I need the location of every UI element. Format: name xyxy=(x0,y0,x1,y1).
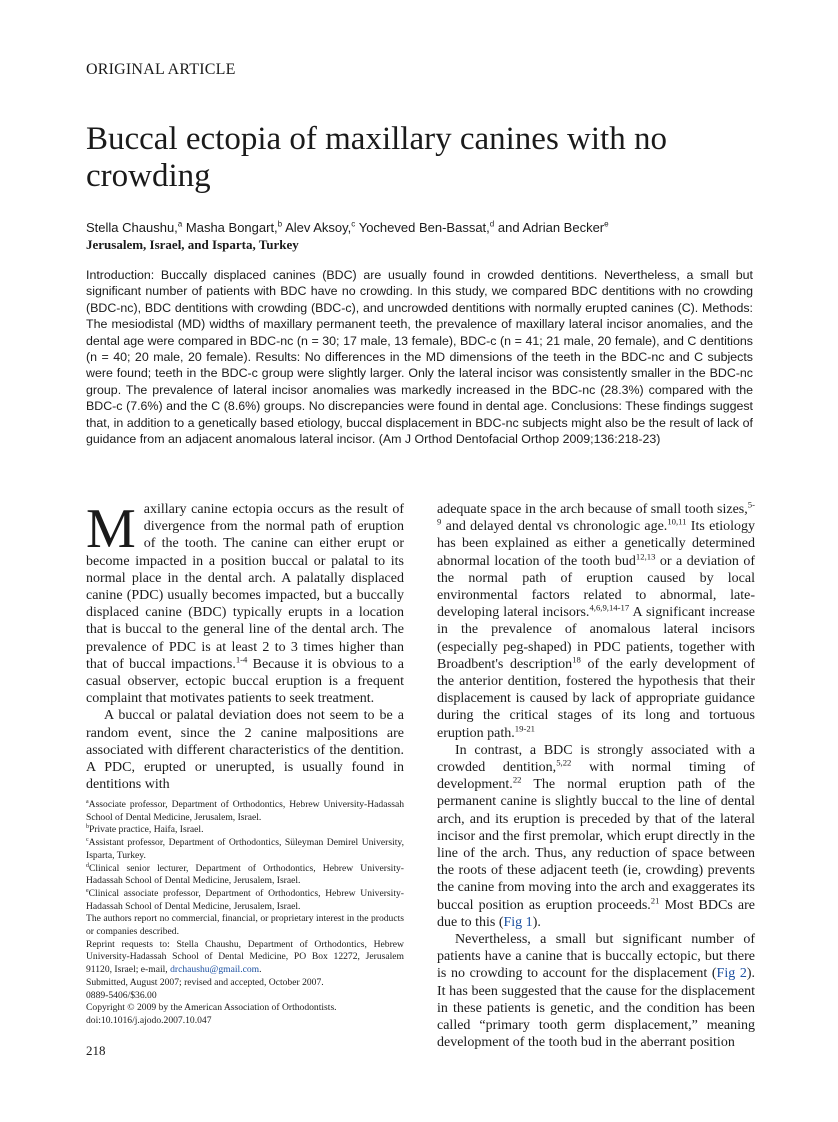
affiliation-footnote: $^b$Private practice, Haifa, Israel. xyxy=(86,824,204,836)
citation-ref: 12,13 xyxy=(635,550,656,561)
citation-ref: 18 xyxy=(572,654,581,665)
drop-cap: M xyxy=(86,498,136,560)
affiliation-footnotes xyxy=(86,799,404,913)
affiliation-footnote: $^c$Assistant professor, Department of Orthodontics, Süleyman Demirel University, Isparta, Turkey. xyxy=(86,836,404,861)
author-name: Stella Chaushu, xyxy=(86,220,178,235)
footnote-mark: a xyxy=(86,798,89,805)
citation-ref: 5,22 xyxy=(556,757,572,768)
figure-link[interactable]: Fig 2 xyxy=(716,966,747,982)
citation-ref: 21 xyxy=(650,895,660,906)
issn: 0889-5406/$36.00 xyxy=(86,989,157,1001)
author-location: Jerusalem, Israel, and Isparta, Turkey xyxy=(86,237,299,252)
email-link[interactable]: drchaushu@gmail.com xyxy=(170,964,260,976)
author-list xyxy=(86,219,766,237)
author-name: and Adrian Becker xyxy=(497,220,605,235)
body-column-right xyxy=(437,501,755,1052)
citation-ref: 10,11 xyxy=(667,516,687,527)
figure-link[interactable]: Fig 1 xyxy=(503,914,533,930)
citation-ref: 5-9 xyxy=(437,499,755,527)
author-name: Masha Bongart, xyxy=(185,220,278,235)
footnotes xyxy=(86,799,404,1028)
intro-paragraph xyxy=(86,498,404,707)
affiliation-footnote: $^d$Clinical senior lecturer, Department of Orthodontics, Hebrew University-Hadassah School of Dental Medicine, Jerusalem, Israel. xyxy=(86,862,404,887)
section-label: ORIGINAL ARTICLE xyxy=(86,61,236,78)
body-paragraph-5: Nevertheless, a small but significant number of patients have a canine that is buccally ectopic, but there is no crowding to account for the displacement (Fig 2). It has been suggested that the cause for the displacement in these patients is genetic, and the condition has been called “primary tooth germ displacement,” meaning development of the tooth bud in the aberrant position xyxy=(437,932,755,1051)
abstract: Introduction: Buccally displaced canines (BDC) are usually found in crowded dentitions. Nevertheless, a small but significant number of patients with BDC have no crowding. In this study, we compared BDC dentitions with no crowding (BDC-nc), BDC dentitions with crowding (BDC-c), and uncrowded dentitions with normally erupted canines (C). Methods: The mesiodistal (MD) widths of maxillary permanent teeth, the prevalence of maxillary lateral incisor anomalies, and the dental age were compared in BDC-nc (n = 30; 17 male, 13 female), BDC-c (n = 41; 21 male, 20 female), and C dentitions (n = 40; 20 male, 20 female). Results: No differences in the MD dimensions of the teeth in the BDC-nc and C subjects were found; teeth in the BDC-c group were slightly larger. Only the lateral incisor was consistently smaller in the BDC-nc group. The prevalence of lateral incisor anomalies was markedly increased in the BDC-nc (28.3%) compared with the BDC-c (7.6%) and the C (8.6%) groups. No discrepancies were found in dental age. Conclusions: These findings suggest that, in addition to a genetically based etiology, buccal displacement in BDC-nc subjects might also be the result of lack of guidance from an adjacent anomalous lateral incisor. (Am J Orthod Dentofacial Orthop 2009;136:218-23) xyxy=(86,268,753,447)
footnote-mark: e xyxy=(86,887,89,894)
affiliation-footnote: $^e$Clinical associate professor, Department of Orthodontics, Hebrew University-Hadassah School of Dental Medicine, Jerusalem, Israel. xyxy=(86,887,404,912)
body-paragraph-3: adequate space in the arch because of small tooth sizes,$^{5-9}$ and delayed dental vs chronologic age.$^{10,11}$ Its etiology has been explained as either a genetically determined abnormal location of the tooth bud$^{12,13}$ or a deviation of the normal path of eruption caused by local environmental factors related to abnormal, late-developing lateral incisors.$^{4,6,9,14-17}$ A significant increase in the prevalence of anomalous lateral incisors (especially peg-shaped) in PDC patients, together with Broadbent's description$^{18}$ of the early development of the anterior dentition, fostered the hypothesis that their displacement is caused by lack of appropriate guidance during the critical stages of its long and tortuous eruption path.$^{19-21}$ xyxy=(437,499,756,741)
disclosure-note: The authors report no commercial, financial, or proprietary interest in the products or companies described. xyxy=(86,913,404,938)
body-paragraph-2: A buccal or palatal deviation does not seem to be a random event, since the 2 canine malpositions are associated with different characteristics of the dentition. A PDC, erupted or unerupted, is usually found in dentitions with xyxy=(86,708,404,793)
citation-ref: 22 xyxy=(512,774,522,785)
citation-ref: 1-4 xyxy=(235,654,248,665)
author-affiliation-mark: d xyxy=(489,219,495,229)
copyright: Copyright © 2009 by the American Association of Orthodontists. xyxy=(86,1002,337,1014)
footnote-mark: d xyxy=(86,862,89,869)
submission-dates: Submitted, August 2007; revised and accepted, October 2007. xyxy=(86,976,324,988)
reprint-request: Reprint requests to: Stella Chaushu, Department of Orthodontics, Hebrew University-Hadassah School of Dental Medicine, PO Box 12272, Jerusalem 91120, Israel; e-mail, drchaushu@gmail.com. xyxy=(86,938,404,976)
author-affiliation-mark: b xyxy=(277,219,283,229)
citation-ref: 19-21 xyxy=(514,722,535,733)
author-name: Yocheved Ben-Bassat, xyxy=(358,220,490,235)
intro-paragraph-text: axillary canine ectopia occurs as the result of divergence from the normal path of eruption of the tooth. The canine can either erupt or become impacted in a position buccal or palatal to its normal place in the dental arch. A palatally displaced canine (PDC) usually becomes impacted, but a buccally displaced canine (BDC) typically erupts in a location that is buccal to the general line of the dental arch. The prevalence of PDC is at least 2 to 3 times higher than that of buccal impactions.$^{1-4}$ Because it is obvious to a casual observer, ectopic buccal eruption is a frequent complaint that motivates patients to seek treatment. xyxy=(86,502,404,707)
page-number: 218 xyxy=(86,1043,106,1058)
footnote-mark: c xyxy=(86,836,89,843)
citation-ref: 4,6,9,14-17 xyxy=(589,602,630,613)
footnote-mark: b xyxy=(86,824,89,831)
body-column-left xyxy=(86,498,404,793)
article-title: Buccal ectopia of maxillary canines with no crowding xyxy=(86,121,667,194)
doi: doi:10.1016/j.ajodo.2007.10.047 xyxy=(86,1014,212,1026)
body-paragraph-4: In contrast, a BDC is strongly associated with a crowded dentition,$^{5,22}$ with normal timing of development.$^{22}$ The normal eruption path of the permanent canine is slightly buccal to the line of dental arch, and its eruption is preceded by that of the lateral incisor and the first premolar, which erupt directly in the line of the arch. Thus, any reduction of space between the roots of these adjacent teeth (ie, crowding) prevents the canine from moving into the arch and exaggerates its buccal position as eruption proceeds.$^{21}$ Most BDCs are due to this (Fig 1). xyxy=(437,742,755,930)
author-affiliation-mark: a xyxy=(177,219,183,229)
affiliation-footnote: $^a$Associate professor, Department of Orthodontics, Hebrew University-Hadassah School of Dental Medicine, Jerusalem, Israel. xyxy=(86,798,404,823)
author-affiliation-mark: c xyxy=(351,219,356,229)
author-affiliation-mark: e xyxy=(604,219,609,229)
author-name: Alev Aksoy, xyxy=(285,220,352,235)
